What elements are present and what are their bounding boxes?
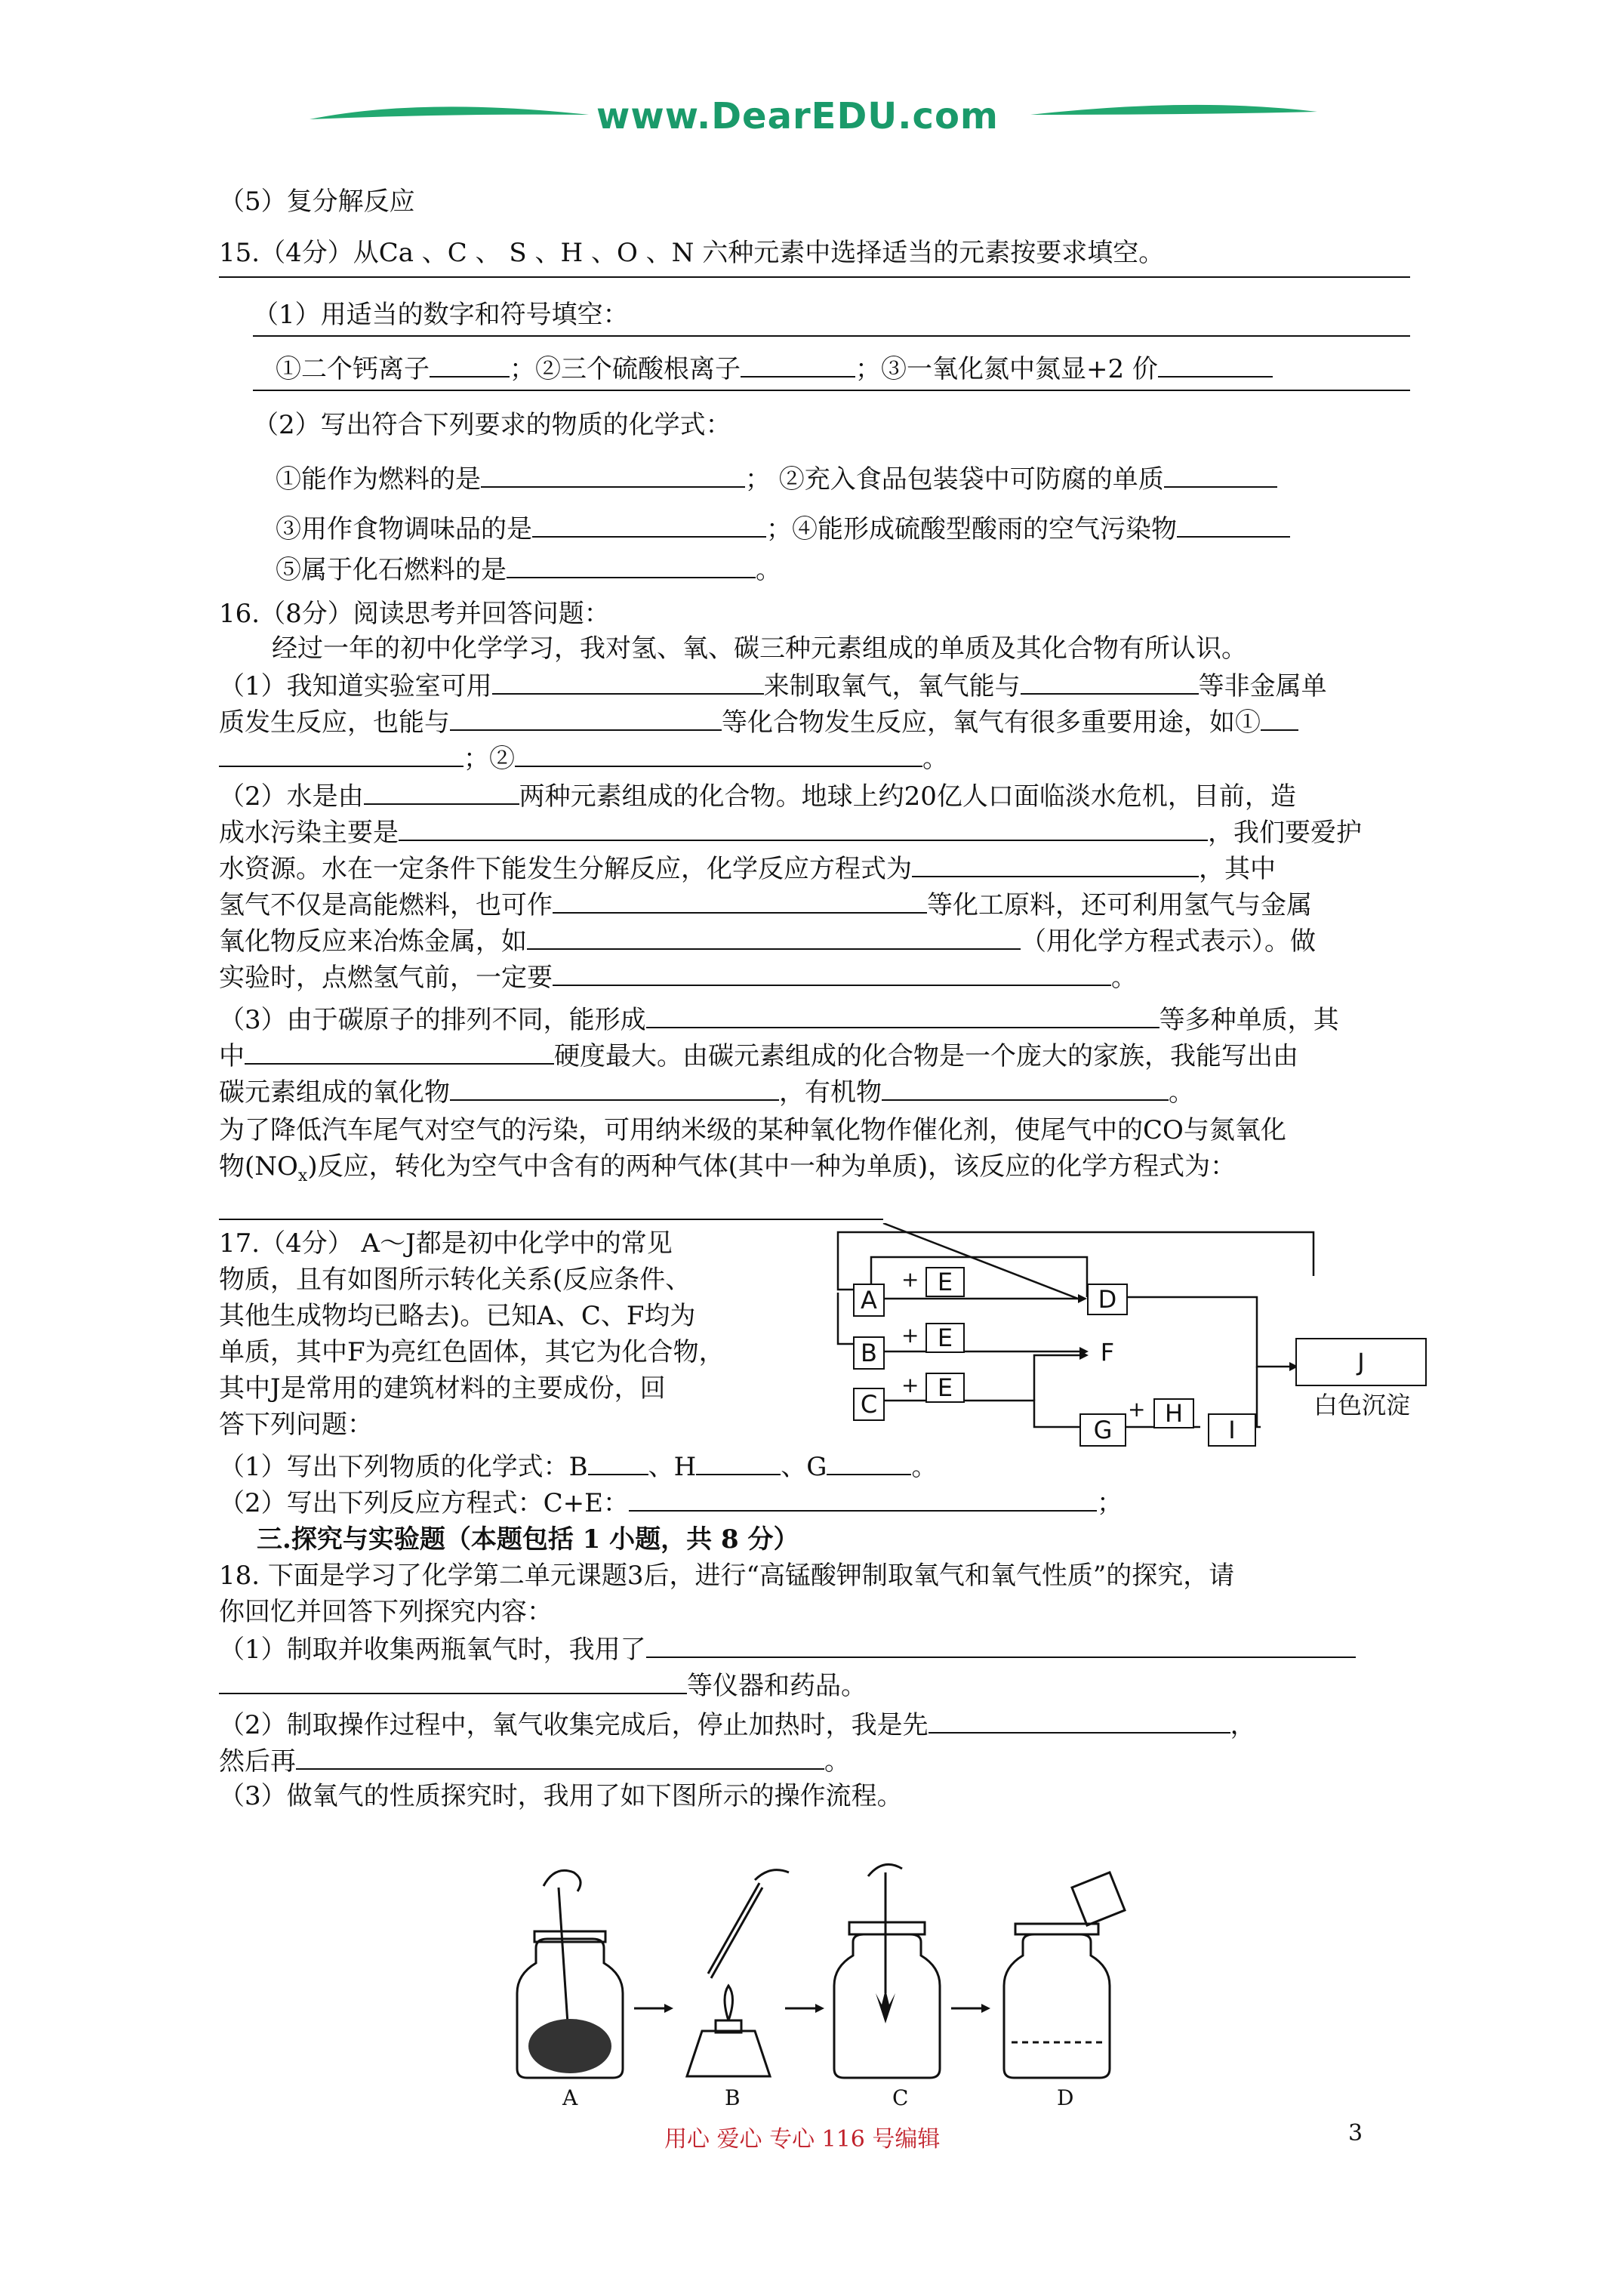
answer-blank[interactable] (481, 461, 745, 488)
q16-4-line2: 物$(NO_x)$反应，转化为空气中含有的两种气体(其中一种为单质)，该反应的化学方程式为： (219, 1151, 1236, 1185)
node-d: D (1087, 1284, 1128, 1315)
plus-sign: + (901, 1373, 919, 1398)
answer-blank[interactable] (882, 1074, 1169, 1101)
q16-3-line1: （3）由于碳原子的排列不同，能形成 等多种单质，其 (219, 1001, 1339, 1037)
answer-blank[interactable] (553, 959, 1111, 986)
node-b: B (853, 1336, 885, 1370)
answer-blank[interactable] (912, 850, 1199, 877)
question-16: 16.（8分）阅读思考并回答问题： (219, 599, 610, 629)
q17-line2: 物质，且有如图所示转化关系(反应条件、 (219, 1265, 691, 1295)
q15-part1-items: ①二个钙离子 ；②三个硫酸根离子 ；③一氧化氮中氮显+2 价 (276, 350, 1273, 387)
answer-blank[interactable] (430, 350, 510, 378)
answer-blank[interactable] (1158, 350, 1273, 378)
answer-blank[interactable] (245, 1037, 554, 1065)
q16-1-line1: （1）我知道实验室可用 来制取氧气，氧气能与 等非金属单 (219, 667, 1327, 704)
answer-blank[interactable] (219, 740, 463, 767)
q15-part2: （2）写出符合下列要求的物质的化学式： (253, 410, 731, 440)
answer-blank[interactable] (1177, 510, 1290, 538)
plus-sign: + (901, 1323, 919, 1348)
divider (219, 276, 1410, 278)
answer-blank[interactable] (827, 1448, 911, 1475)
q16-1-line2: 质发生反应，也能与 等化合物发生反应，氧气有很多重要用途，如① (219, 704, 1298, 740)
experiment-figure (513, 1842, 1193, 2099)
answer-blank[interactable] (646, 1001, 1160, 1028)
q15-part2-row3: ⑤属于化石燃料的是 。 (276, 551, 781, 587)
divider (253, 335, 1410, 337)
plus-sign: + (1128, 1397, 1146, 1422)
answer-blank[interactable] (1021, 667, 1199, 695)
j-caption: 白色沉淀 (1313, 1391, 1411, 1419)
answer-blank[interactable] (629, 1484, 1097, 1512)
node-f: F (1089, 1338, 1126, 1367)
section-title: 三.探究与实验题（本题包括 1 小题，共 8 分） (257, 1524, 799, 1555)
q17-line4: 单质，其中F为亮红色固体，其它为化合物， (219, 1337, 725, 1367)
answer-blank[interactable] (507, 551, 756, 578)
text-line: （5）复分解反应 (219, 186, 415, 217)
q16-2-line5: 氧化物反应来冶炼金属，如 （用化学方程式表示）。做 (219, 923, 1316, 959)
answer-blank[interactable] (553, 886, 927, 914)
q16-2-line3: 水资源。水在一定条件下能发生分解反应，化学反应方程式为 ，其中 (219, 850, 1276, 886)
answer-blank[interactable] (399, 814, 1208, 841)
q18-2-line2: 然后再 。 (219, 1743, 850, 1779)
figure-label-d: D (1057, 2085, 1074, 2110)
node-a: A (853, 1284, 885, 1317)
answer-blank[interactable] (696, 1448, 781, 1475)
divider (253, 390, 1410, 391)
node-h: H (1153, 1398, 1194, 1428)
q17-2: （2）写出下列反应方程式：C+E： ； (219, 1484, 1123, 1521)
q18-1-line1: （1）制取并收集两瓶氧气时，我用了 (219, 1631, 1356, 1667)
figure-label-b: B (725, 2085, 741, 2110)
answer-blank[interactable] (450, 704, 722, 731)
answer-blank[interactable] (527, 923, 1021, 950)
q16-2-line4: 氢气不仅是高能燃料，也可作 等化工原料，还可利用氢气与金属 (219, 886, 1312, 923)
footer-text: 用心 爱心 专心 116 号编辑 (664, 2126, 941, 2153)
q17-line5: 其中J是常用的建筑材料的主要成份，回 (219, 1373, 666, 1404)
answer-line[interactable] (219, 1219, 883, 1220)
q15-part2-row1: ①能作为燃料的是 ； ②充入食品包装袋中可防腐的单质 (276, 461, 1277, 497)
answer-blank[interactable] (646, 1631, 1356, 1658)
q17-1: （1）写出下列物质的化学式：B 、H 、G 。 (219, 1448, 937, 1484)
answer-blank[interactable] (364, 778, 519, 805)
page-number: 3 (1348, 2120, 1363, 2147)
q18-2-line1: （2）制取操作过程中，氧气收集完成后，停止加热时，我是先 ， (219, 1706, 1256, 1743)
q16-1-line3: ；② 。 (219, 740, 948, 776)
node-g: G (1079, 1413, 1126, 1447)
node-c: C (853, 1388, 885, 1421)
q18-line2: 你回忆并回答下列探究内容： (219, 1597, 553, 1627)
q18-1-line2: 等仪器和药品。 (219, 1667, 867, 1703)
plus-sign: + (901, 1267, 919, 1292)
q15-part2-row2: ③用作食物调味品的是 ；④能形成硫酸型酸雨的空气污染物 (276, 510, 1290, 547)
answer-blank[interactable] (515, 740, 922, 767)
q16-2-line1: （2）水是由 两种元素组成的化合物。地球上约20亿人口面临淡水危机，目前，造 (219, 778, 1296, 814)
q16-3-line3: 碳元素组成的氧化物 ，有机物 。 (219, 1074, 1194, 1110)
q18-line1: 18. 下面是学习了化学第二单元课题3后，进行“高锰酸钾制取氧气和氧气性质”的探究，请 (219, 1561, 1235, 1591)
q17-line1: 17.（4分） A～J都是初中化学中的常见 (219, 1228, 673, 1259)
q16-2-line6: 实验时，点燃氢气前，一定要 。 (219, 959, 1137, 995)
q15-part1: （1）用适当的数字和符号填空： (253, 300, 629, 330)
q16-3-line2: 中 硬度最大。由碳元素组成的化合物是一个庞大的家族，我能写出由 (219, 1037, 1298, 1074)
figure-label-c: C (892, 2085, 909, 2110)
answer-blank[interactable] (1164, 461, 1277, 488)
answer-blank[interactable] (296, 1743, 824, 1770)
answer-blank[interactable] (219, 1667, 687, 1694)
figure-label-a: A (562, 2085, 578, 2110)
q16-2-line2: 成水污染主要是 ，我们要爱护 (219, 814, 1362, 850)
q16-intro: 经过一年的初中化学学习，我对氢、氧、碳三种元素组成的单质及其化合物有所认识。 (272, 633, 1247, 664)
answer-blank[interactable] (492, 667, 764, 695)
site-logo-text: www.DearEDU.com (596, 95, 999, 137)
q17-line6: 答下列问题： (219, 1410, 373, 1440)
node-e: E (925, 1373, 965, 1403)
header-banner (0, 0, 1623, 166)
answer-blank[interactable] (929, 1706, 1230, 1734)
answer-blank[interactable] (741, 350, 855, 378)
q17-line3: 其他生成物均已略去)。已知A、C、F均为 (219, 1301, 696, 1331)
node-e: E (925, 1267, 965, 1297)
answer-blank[interactable] (588, 1448, 648, 1475)
node-e: E (925, 1323, 965, 1353)
node-i: I (1208, 1413, 1256, 1447)
node-j: J (1295, 1338, 1427, 1386)
q18-3: （3）做氧气的性质探究时，我用了如下图所示的操作流程。 (219, 1781, 903, 1811)
answer-blank[interactable] (450, 1074, 779, 1101)
question-15: 15.（4分）从Ca 、C 、 S 、H 、O 、N 六种元素中选择适当的元素按要求填空。 (219, 238, 1165, 268)
answer-blank[interactable] (532, 510, 766, 538)
answer-blank[interactable] (1261, 704, 1298, 731)
q16-4-line1: 为了降低汽车尾气对空气的污染，可用纳米级的某种氧化物作催化剂，使尾气中的CO与氮氧化 (219, 1115, 1286, 1145)
